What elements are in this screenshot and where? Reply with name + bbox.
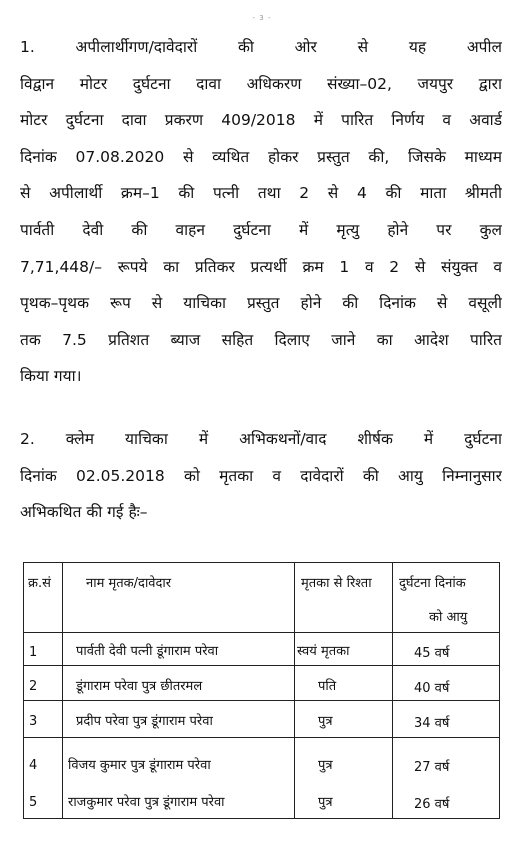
paragraph-1 bbox=[20, 29, 502, 395]
row-age: 27 वर्ष bbox=[414, 760, 450, 775]
paragraph-line: दिनांक 02.05.2018 को मृतका व दावेदारों की आयु निम्नानुसार bbox=[20, 466, 502, 485]
table-row bbox=[24, 633, 499, 666]
row-name: राजकुमार परेवा पुत्र डूंगाराम परेवा bbox=[68, 795, 225, 810]
row-name: विजय कुमार पुत्र डूंगाराम परेवा bbox=[68, 758, 211, 773]
paragraph-line: 1. अपीलार्थीगण/दावेदारों की ओर से यह अपील bbox=[20, 38, 502, 56]
paragraph-line: 7,71,448/– रूपये का प्रतिकर प्रत्यर्थी क्रम 1 व 2 से संयुक्त व bbox=[20, 257, 502, 276]
paragraph-line: पृथक–पृथक रूप से याचिका प्रस्तुत होने की दिनांक से वसूली bbox=[20, 294, 502, 313]
paragraph-line: दिनांक 07.08.2020 से व्यथित होकर प्रस्तुत की, जिसके माध्यम bbox=[20, 147, 502, 166]
row-relation: पुत्र bbox=[318, 758, 333, 773]
row-age: 26 वर्ष bbox=[414, 797, 450, 812]
row-age: 40 वर्ष bbox=[414, 681, 450, 696]
row-age: 34 वर्ष bbox=[414, 716, 450, 731]
age-table bbox=[23, 562, 500, 819]
paragraph-line: 2. क्लेम याचिका में अभिकथनों/वाद शीर्षक में दुर्घटना bbox=[20, 430, 502, 448]
table-row bbox=[24, 701, 499, 738]
table-row bbox=[24, 781, 499, 817]
table-header-row bbox=[24, 563, 499, 633]
paragraph-line: मोटर दुर्घटना दावा प्रकरण 409/2018 में पारित निर्णय व अवार्ड bbox=[20, 111, 502, 130]
paragraph-2 bbox=[20, 421, 502, 531]
row-age: 45 वर्ष bbox=[414, 646, 450, 661]
row-relation: पति bbox=[318, 679, 337, 694]
paragraph-line: विद्वान मोटर दुर्घटना दावा अधिकरण संख्या–02, जयपुर द्वारा bbox=[20, 74, 502, 93]
row-name: पार्वती देवी पत्नी डूंगाराम परेवा bbox=[76, 644, 219, 659]
paragraph-line: से अपीलार्थी क्रम–1 की पत्नी तथा 2 से 4 की माता श्रीमती bbox=[20, 184, 502, 203]
row-sn: 4 bbox=[29, 758, 38, 773]
row-relation: पुत्र bbox=[318, 795, 333, 810]
paragraph-line: किया गया। bbox=[20, 367, 82, 386]
header-relation: मृतका से रिश्ता bbox=[301, 576, 372, 591]
table-row bbox=[24, 743, 499, 779]
page-header-mark: - 3 - bbox=[252, 14, 272, 22]
header-age: दुर्घटना दिनांक bbox=[399, 576, 466, 591]
table-row bbox=[24, 666, 499, 701]
paragraph-line: अभिकथित की गई हैः– bbox=[20, 503, 148, 522]
row-relation: पुत्र bbox=[318, 714, 333, 729]
row-name: प्रदीप परेवा पुत्र डूंगाराम परेवा bbox=[76, 714, 213, 729]
header-age-subline: को आयु bbox=[429, 610, 468, 625]
paragraph-line: पार्वती देवी की वाहन दुर्घटना में मृत्यु होने पर कुल bbox=[20, 220, 502, 239]
row-relation: स्वयं मृतका bbox=[297, 644, 350, 659]
row-sn: 1 bbox=[29, 645, 38, 660]
header-sn: क्र.सं bbox=[28, 576, 51, 591]
row-sn: 2 bbox=[29, 679, 38, 694]
row-sn: 5 bbox=[29, 795, 38, 810]
paragraph-line: तक 7.5 प्रतिशत ब्याज सहित दिलाए जाने का आदेश पारित bbox=[20, 330, 502, 349]
row-sn: 3 bbox=[29, 714, 38, 729]
header-name: नाम मृतक/दावेदार bbox=[86, 576, 172, 591]
row-name: डूंगाराम परेवा पुत्र छीतरमल bbox=[76, 679, 203, 694]
